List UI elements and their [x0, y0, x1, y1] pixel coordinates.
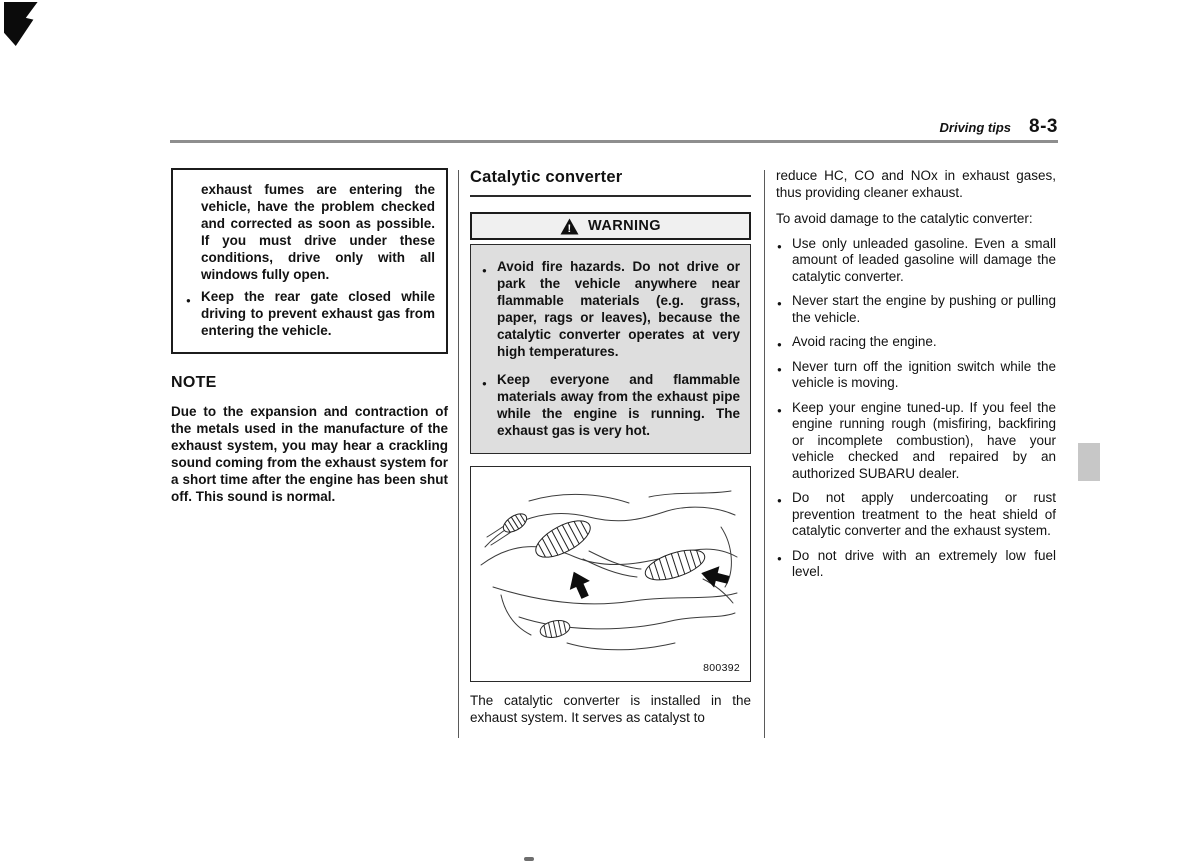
list-item-text: Avoid fire hazards. Do not drive or park the vehicle anywhere near flammable materials (e.g. grass, paper, rags or leaves), because the catalytic converter operates at very high temperatures.: [497, 259, 740, 359]
column-divider: [764, 170, 765, 738]
catalytic-converter-illustration: [471, 467, 750, 681]
page-number: 8-3: [1029, 116, 1058, 137]
right-column: [776, 168, 1056, 581]
list-item: [776, 490, 1056, 540]
list-item-text: Never start the engine by pushing or pulling the vehicle.: [792, 293, 1056, 325]
chapter-index-tab: [1078, 443, 1100, 481]
header-rule: [170, 140, 1058, 143]
scan-bottom-artifact: [524, 857, 534, 861]
list-item-text: Never turn off the ignition switch while the vehicle is moving.: [792, 358, 1056, 390]
list-item: [185, 288, 435, 339]
page-header: [170, 116, 1058, 138]
figure-catalytic-converter: [470, 466, 751, 682]
figure-caption: The catalytic converter is installed in the exhaust system. It serves as catalyst to: [470, 693, 751, 725]
list-item-text: Use only unleaded gasoline. Even a small amount of leaded gasoline will damage the catalytic converter.: [792, 235, 1056, 284]
list-item: [776, 293, 1056, 326]
scan-corner-artifact: [4, 2, 46, 46]
list-item-text: Do not drive with an extremely low fuel level.: [792, 547, 1056, 579]
figure-code: 800392: [703, 662, 740, 674]
list-item: [776, 400, 1056, 483]
list-item-text: Keep the rear gate closed while driving to prevent exhaust gas from entering the vehicle.: [201, 289, 435, 338]
warning-continuation-box: [171, 168, 448, 354]
list-item-text: Keep your engine tuned-up. If you feel the engine running rough (misfiring, backfiring or incomplete combustion), have your vehicle checked and repaired by an authorized SUBARU dealer.: [792, 399, 1056, 481]
note-heading: NOTE: [171, 374, 217, 391]
chapter-title: Driving tips: [939, 120, 1012, 135]
column-divider: [458, 170, 459, 738]
list-item: [776, 548, 1056, 581]
warning-triangle-icon: [560, 218, 579, 235]
middle-column: [470, 168, 751, 726]
list-item: [776, 359, 1056, 392]
list-item: [776, 334, 1056, 351]
left-column: [171, 168, 448, 505]
warning-body-box: [470, 244, 751, 454]
note-body: Due to the expansion and contraction of the metals used in the manufacture of the exhaust system, you may hear a crackling sound coming from the exhaust system for a short time after the engine has been shut off. This sound is normal.: [171, 404, 448, 504]
list-item-text: Avoid racing the engine.: [792, 334, 937, 349]
list-item: [481, 258, 740, 360]
warning-title-bar: [470, 212, 751, 240]
warning-continuation-text: exhaust fumes are entering the vehicle, have the problem checked and corrected as soon as possible. If you must drive under these conditions, drive only with all windows fully open.: [201, 182, 435, 282]
lead-paragraph: To avoid damage to the catalytic converter:: [776, 211, 1033, 226]
list-item: [776, 236, 1056, 286]
list-item: [481, 371, 740, 439]
svg-text:!: !: [567, 222, 572, 235]
intro-paragraph: reduce HC, CO and NOx in exhaust gases, thus providing cleaner exhaust.: [776, 168, 1056, 200]
list-item-text: Keep everyone and flammable materials away from the exhaust pipe while the engine is running. The exhaust gas is very hot.: [497, 372, 740, 438]
list-item-text: Do not apply undercoating or rust prevention treatment to the heat shield of catalytic converter and the exhaust system.: [792, 490, 1056, 538]
section-heading: Catalytic converter: [470, 168, 751, 197]
warning-title-label: WARNING: [588, 218, 661, 234]
